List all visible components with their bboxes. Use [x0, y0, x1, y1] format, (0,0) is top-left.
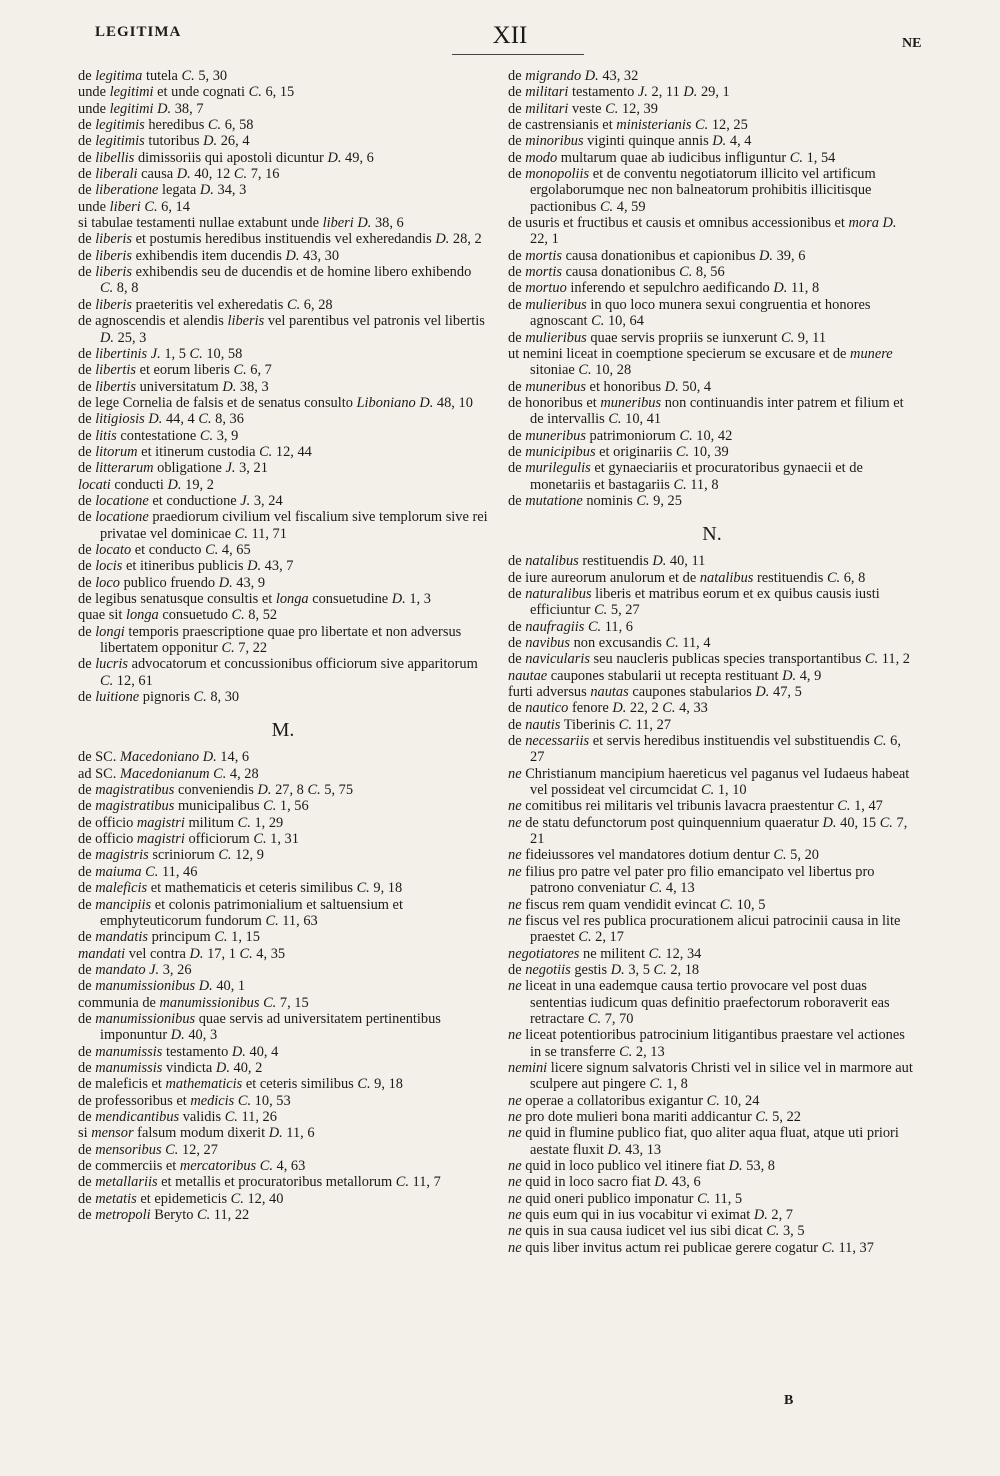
index-entry: ne quid oneri publico imponatur C. 11, 5: [508, 1190, 743, 1207]
index-entry: ne quid in loco sacro fiat D. 43, 6: [508, 1174, 701, 1191]
index-entry: ne quis in sua causa iudicet vel ius sibi dicat C. 3, 5: [508, 1223, 805, 1240]
index-entry: de locis et itineribus publicis D. 43, 7: [78, 558, 294, 575]
index-entry: de muneribus patrimoniorum C. 10, 42: [508, 427, 733, 444]
index-entry: de militari veste C. 12, 39: [508, 100, 658, 117]
index-entry: de maleficis et mathematicis et ceteris similibus C. 9, 18: [78, 880, 403, 897]
running-head-left: LEGITIMA: [95, 24, 182, 40]
index-entry: unde liberi C. 6, 14: [78, 198, 190, 215]
index-entry: de officio magistri officiorum C. 1, 31: [78, 831, 299, 848]
index-entry: de mancipiis et colonis patrimonialium et saltuensium et emphyteuticorum fundorum C. 11, 63: [78, 896, 403, 929]
index-entry: ne comitibus rei militaris vel tribunis lavacra praestentur C. 1, 47: [508, 798, 883, 815]
index-entry: negotiatores ne militent C. 12, 34: [508, 945, 702, 962]
index-entry: nautae caupones stabularii ut recepta restituant D. 4, 9: [508, 667, 822, 684]
index-entry: de castrensianis et ministerianis C. 12, 25: [508, 117, 748, 134]
index-entry: de metatis et epidemeticis C. 12, 40: [78, 1190, 284, 1207]
index-entry: de naufragiis C. 11, 6: [508, 618, 634, 635]
index-entry: de liberis exhibendis seu de ducendis et de homine libero exhibendo C. 8, 8: [78, 264, 472, 297]
index-entry: de navibus non excusandis C. 11, 4: [508, 635, 711, 651]
index-entry: de manumissionibus quae servis ad universitatem pertinentibus imponuntur D. 40, 3: [78, 1010, 441, 1044]
index-entry: de legitima tutela C. 5, 30: [78, 68, 228, 84]
index-entry: de lege Cornelia de falsis et de senatus consulto Liboniano D. 48, 10: [78, 394, 473, 411]
index-entry: nemini licere signum salvatoris Christi vel in silice vel in marmore aut sculpere aut pingere C. 1, 8: [508, 1059, 913, 1093]
index-entry: de liberali causa D. 40, 12 C. 7, 16: [78, 166, 280, 183]
index-entry: ne liceat in una eademque causa tertio provocare vel post duas sententias iudicum quas definitio praefectorum roboraverit eas retractare C. 7, 70: [508, 978, 890, 1027]
index-entry: locati conducti D. 19, 2: [78, 476, 214, 493]
index-entry: de legibus senatusque consultis et longa consuetudine D. 1, 3: [78, 591, 431, 607]
index-entry: de muneribus et honoribus D. 50, 4: [508, 378, 712, 395]
index-entry: de mulieribus in quo loco munera sexui congruentia et honores agnoscant C. 10, 64: [508, 296, 871, 330]
index-entry: de litterarum obligatione J. 3, 21: [78, 460, 268, 477]
index-entry: de maleficis et mathematicis et ceteris similibus C. 9, 18: [78, 1076, 403, 1093]
index-entry: de manumissionibus D. 40, 1: [78, 978, 246, 995]
index-entry: de militari testamento J. 2, 11 D. 29, 1: [508, 84, 730, 101]
index-entry: de commerciis et mercatoribus C. 4, 63: [78, 1158, 306, 1174]
index-entry: si tabulae testamenti nullae extabunt unde liberi D. 38, 6: [78, 215, 404, 232]
index-entry: de locatione praediorum civilium vel fiscalium sive templorum sive rei privatae vel dominicae C. 11, 71: [78, 509, 488, 542]
index-entry: ne fideiussores vel mandatores dotium dentur C. 5, 20: [508, 847, 819, 864]
index-entry: de lucris advocatorum et concussionibus officiorum sive apparitorum C. 12, 61: [78, 656, 478, 689]
index-entry: de mutatione nominis C. 9, 25: [508, 492, 682, 509]
index-entry: de manumissis testamento D. 40, 4: [78, 1043, 279, 1060]
index-entry: de litigiosis D. 44, 4 C. 8, 36: [78, 411, 244, 428]
index-entry: de nautico fenore D. 22, 2 C. 4, 33: [508, 700, 708, 717]
index-entry: de necessariis et servis heredibus instituendis vel substituendis C. 6, 27: [508, 733, 901, 766]
index-entry: ne quis eum qui in ius vocabitur vi eximat D. 2, 7: [508, 1207, 793, 1224]
signature-mark: B: [784, 1393, 794, 1408]
index-entry: furti adversus nautas caupones stabularios D. 47, 5: [508, 684, 802, 701]
index-entry: quae sit longa consuetudo C. 8, 52: [78, 607, 278, 624]
index-entry: de magistris scriniorum C. 12, 9: [78, 847, 264, 864]
index-entry: de nautis Tiberinis C. 11, 27: [508, 716, 672, 733]
index-entry: de professoribus et medicis C. 10, 53: [78, 1092, 291, 1109]
index-entry: de luitione pignoris C. 8, 30: [78, 689, 240, 706]
index-entry: de modo multarum quae ab iudicibus infliguntur C. 1, 54: [508, 149, 836, 166]
index-entry: de usuris et fructibus et causis et omnibus accessionibus et mora D. 22, 1: [508, 215, 897, 248]
index-entry: ne quid in flumine publico fiat, quo aliter aqua fluat, atque uti priori aestate fluxit D. 43, 13: [508, 1125, 899, 1158]
index-entry: de liberis praeteritis vel exheredatis C. 6, 28: [78, 296, 333, 313]
index-entry: de longi temporis praescriptione quae pro libertate et non adversus libertatem opponitur C. 7, 22: [78, 623, 462, 657]
index-entry: ad SC. Macedonianum C. 4, 28: [78, 765, 259, 782]
index-entry: de manumissis vindicta D. 40, 2: [78, 1059, 263, 1076]
index-entry: ne operae a collatoribus exigantur C. 10, 24: [508, 1092, 760, 1109]
index-entry: de natalibus restituendis D. 40, 11: [508, 553, 706, 570]
index-entry: de murilegulis et gynaeciariis et procuratoribus gynaecii et de monetariis et bastagariis C. 11, 8: [508, 460, 863, 493]
index-entry: de metropoli Beryto C. 11, 22: [78, 1207, 250, 1224]
section-letter: N.: [702, 523, 722, 546]
index-entry: ne liceat potentioribus patrocinium litigantibus praestare vel actiones in se transferre C. 2, 13: [508, 1027, 905, 1060]
index-entry: de monopoliis et de conventu negotiatorum illicito vel artificum ergolaborumque nec non balneatorum prohibitis illicitisque pactionibus C. 4, 59: [508, 166, 876, 215]
index-entry: de officio magistri militum C. 1, 29: [78, 814, 284, 831]
index-entry: de libertinis J. 1, 5 C. 10, 58: [78, 345, 243, 362]
index-entry: de minoribus viginti quinque annis D. 4, 4: [508, 133, 752, 150]
index-entry: de legitimis heredibus C. 6, 58: [78, 117, 254, 134]
index-entry: de agnoscendis et alendis liberis vel parentibus vel patronis vel libertis D. 25, 3: [78, 313, 485, 346]
index-entry: communia de manumissionibus C. 7, 15: [78, 994, 309, 1011]
index-entry: de mulieribus quae servis propriis se iunxerunt C. 9, 11: [508, 329, 827, 346]
index-entry: ne pro dote mulieri bona mariti addicantur C. 5, 22: [508, 1108, 801, 1125]
index-entry: de mandato J. 3, 26: [78, 961, 192, 978]
index-entry: de loco publico fruendo D. 43, 9: [78, 574, 266, 591]
index-entry: de litorum et itinerum custodia C. 12, 44: [78, 443, 312, 460]
index-entry: ne quid in loco publico vel itinere fiat D. 53, 8: [508, 1158, 775, 1174]
section-letter: M.: [271, 719, 295, 742]
index-entry: de liberatione legata D. 34, 3: [78, 182, 247, 199]
index-entry: mandati vel contra D. 17, 1 C. 4, 35: [78, 945, 286, 962]
index-entry: ut nemini liceat in coemptione specierum se excusare et de munere sitoniae C. 10, 28: [508, 345, 893, 379]
index-entry: de magistratibus conveniendis D. 27, 8 C. 5, 75: [78, 782, 354, 799]
index-entry: si mensor falsum modum dixerit D. 11, 6: [78, 1125, 315, 1142]
index-entry: de liberis et postumis heredibus instituendis vel exheredandis D. 28, 2: [78, 231, 482, 248]
page-number: XII: [492, 22, 528, 49]
index-entry: de SC. Macedoniano D. 14, 6: [78, 749, 250, 766]
index-entry: de metallariis et metallis et procuratoribus metallorum C. 11, 7: [78, 1174, 441, 1191]
index-entry: de litis contestatione C. 3, 9: [78, 427, 239, 444]
index-entry: ne Christianum mancipium haereticus vel paganus vel Iudaeus habeat vel possideat vel circumcidat C. 1, 10: [508, 765, 910, 799]
index-entry: ne quis liber invitus actum rei publicae gerere cogatur C. 11, 37: [508, 1239, 874, 1256]
index-entry: de mortuo inferendo et sepulchro aedificando D. 11, 8: [508, 280, 820, 297]
index-entry: ne fiscus rem quam vendidit evincat C. 10, 5: [508, 896, 766, 913]
index-entry: de mandatis principum C. 1, 15: [78, 929, 260, 946]
index-entry: de locato et conducto C. 4, 65: [78, 541, 251, 558]
index-entry: de locatione et conductione J. 3, 24: [78, 492, 283, 509]
index-entry: de mortis causa donationibus C. 8, 56: [508, 264, 725, 281]
index-entry: de legitimis tutoribus D. 26, 4: [78, 133, 250, 150]
index-entry: de magistratibus municipalibus C. 1, 56: [78, 798, 309, 815]
right-column: [508, 68, 916, 1256]
index-entry: ne fiscus vel res publica procurationem alicui patrocinii causa in lite praestet C. 2, 17: [508, 912, 901, 946]
index-entry: de honoribus et muneribus non continuandis inter patrem et filium et de intervallis C. 10, 41: [508, 394, 904, 428]
index-entry: de iure aureorum anulorum et de natalibus restituendis C. 6, 8: [508, 569, 866, 586]
index-entry: de municipibus et originariis C. 10, 39: [508, 443, 729, 460]
index-entry: de libellis dimissoriis qui apostoli dicuntur D. 49, 6: [78, 149, 374, 166]
index-entry: de mendicantibus validis C. 11, 26: [78, 1108, 277, 1125]
index-entry: de liberis exhibendis item ducendis D. 43, 30: [78, 247, 340, 264]
index-entry: de libertis universitatum D. 38, 3: [78, 378, 269, 395]
index-entry: de navicularis seu naucleris publicas species transportantibus C. 11, 2: [508, 651, 910, 668]
index-entry: de maiuma C. 11, 46: [78, 863, 198, 880]
running-head-right: NE: [902, 36, 922, 51]
index-entry: de negotiis gestis D. 3, 5 C. 2, 18: [508, 961, 700, 978]
index-entry: de mortis causa donationibus et capionibus D. 39, 6: [508, 247, 806, 264]
index-entry: ne filius pro patre vel pater pro filio emancipato vel libertus pro patrono conveniatur C. 4, 13: [508, 863, 875, 897]
index-entry: ne de statu defunctorum post quinquennium quaeratur D. 40, 15 C. 7, 21: [508, 814, 908, 848]
index-entry: de migrando D. 43, 32: [508, 68, 639, 84]
left-column: [78, 68, 488, 1223]
index-entry: de libertis et eorum liberis C. 6, 7: [78, 362, 272, 379]
index-entry: unde legitimi et unde cognati C. 6, 15: [78, 84, 295, 101]
header-rule: [452, 54, 584, 55]
index-entry: de naturalibus liberis et matribus eorum et ex quibus causis iusti efficiuntur C. 5, 27: [508, 585, 880, 619]
index-entry: unde legitimi D. 38, 7: [78, 100, 204, 117]
index-entry: de mensoribus C. 12, 27: [78, 1141, 218, 1158]
